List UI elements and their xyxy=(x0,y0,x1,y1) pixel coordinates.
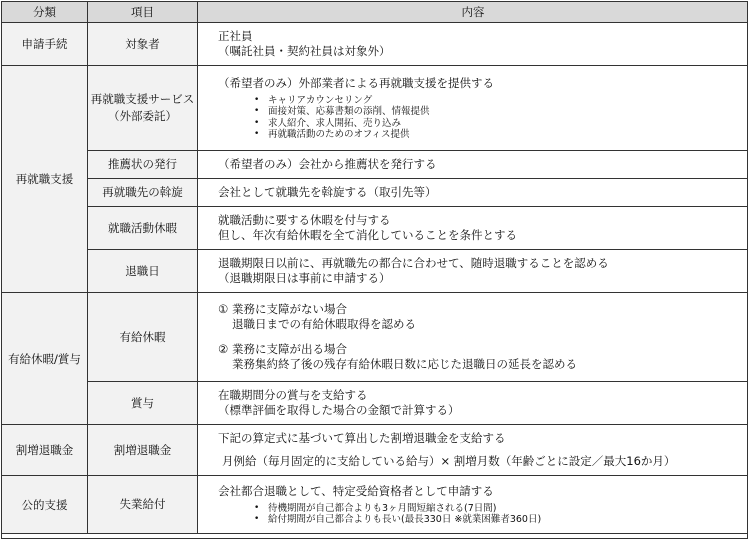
table-row xyxy=(2,151,749,179)
policy-table-sheet xyxy=(1,1,748,539)
content-jobhunting-leave xyxy=(198,207,749,250)
content-line: 正社員 xyxy=(218,29,253,43)
content-line: （嘱託社員・契約社員は対象外） xyxy=(218,44,391,58)
content-line: （退職期限日は事前に申請する） xyxy=(218,271,391,285)
list-item: • 給付期間が自己都合よりも長い(最長330日 ※就業困難者360日) xyxy=(258,514,748,526)
list-item: • 再就職活動のためのオフィス提供 xyxy=(258,129,748,141)
list-item: • 面接対策、応募書類の添削、情報提供 xyxy=(258,106,748,118)
content-recommendation xyxy=(198,151,749,179)
content-line: ① 業務に支障がない場合 xyxy=(218,302,347,316)
content-unemployment-benefit xyxy=(198,476,749,534)
category-reemployment: 再就職支援 xyxy=(2,66,88,293)
content-retirement-date xyxy=(198,250,749,293)
content-line: 在職期間分の賞与を支給する xyxy=(218,388,368,402)
table-row xyxy=(2,293,749,382)
category-severance: 割増退職金 xyxy=(2,425,88,476)
content-line: 退職期限日以前に、再就職先の都合に合わせて、随時退職することを認める xyxy=(218,256,609,270)
item-recommendation: 推薦状の発行 xyxy=(88,151,198,179)
content-line: （標準評価を取得した場合の金額で計算する） xyxy=(218,403,460,417)
content-line: 退職日までの有給休暇取得を認める xyxy=(232,317,416,331)
category-paid-leave-bonus: 有給休暇/賞与 xyxy=(2,293,88,425)
table-row xyxy=(2,476,749,534)
item-unemployment-benefit: 失業給付 xyxy=(88,476,198,534)
content-line: 会社として就職先を斡旋する（取引先等） xyxy=(218,185,437,199)
severance-formula: 月例給（毎月固定的に支給している給与）× 割増月数（年齢ごとに設定／最大16か月） xyxy=(222,454,676,468)
table-row xyxy=(2,66,749,151)
item-jobhunting-leave: 就職活動休暇 xyxy=(88,207,198,250)
content-reemployment-service xyxy=(198,66,749,151)
header-row xyxy=(2,2,749,23)
item-placement: 再就職先の斡旋 xyxy=(88,179,198,207)
benefit-bullet-list xyxy=(258,503,748,526)
item-paid-leave: 有給休暇 xyxy=(88,293,198,382)
content-line: 就職活動に要する休暇を付与する xyxy=(218,213,391,227)
content-line: （希望者のみ）外部業者による再就職支援を提供する xyxy=(218,75,494,90)
table-row xyxy=(2,179,749,207)
header-content: 内容 xyxy=(198,2,749,23)
content-line: 業務集約終了後の残存有給休暇日数に応じた退職日の延長を認める xyxy=(232,357,577,371)
content-line: （希望者のみ）会社から推薦状を発行する xyxy=(218,157,437,171)
header-category: 分類 xyxy=(2,2,88,23)
list-item: • キャリアカウンセリング xyxy=(258,95,748,107)
spacer xyxy=(218,332,748,342)
item-line: 再就職支援サービス xyxy=(90,92,195,106)
item-line: （外部委託） xyxy=(108,109,177,123)
category-public-support: 公的支援 xyxy=(2,476,88,534)
item-eligible: 対象者 xyxy=(88,23,198,66)
content-line: 但し、年次有給休暇を全て消化していることを条件とする xyxy=(218,228,517,242)
content-line: ② 業務に支障が出る場合 xyxy=(218,342,347,356)
header-item: 項目 xyxy=(88,2,198,23)
table-row xyxy=(2,23,749,66)
policy-table xyxy=(1,1,748,534)
content-bonus xyxy=(198,382,749,425)
content-severance xyxy=(198,425,749,476)
category-application: 申請手続 xyxy=(2,23,88,66)
content-line: 下記の算定式に基づいて算出した割増退職金を支給する xyxy=(218,431,506,445)
table-row xyxy=(2,382,749,425)
item-severance: 割増退職金 xyxy=(88,425,198,476)
table-row xyxy=(2,207,749,250)
item-reemployment-service xyxy=(88,66,198,151)
table-row xyxy=(2,425,749,476)
service-bullet-list xyxy=(258,95,748,141)
table-row xyxy=(2,250,749,293)
content-paid-leave xyxy=(198,293,749,382)
content-line: 会社都合退職として、特定受給資格者として申請する xyxy=(218,483,494,498)
item-retirement-date: 退職日 xyxy=(88,250,198,293)
list-item: • 待機期間が自己都合よりも3ヶ月間短縮される(7日間) xyxy=(258,503,748,515)
content-eligible xyxy=(198,23,749,66)
item-bonus: 賞与 xyxy=(88,382,198,425)
list-item: • 求人紹介、求人開拓、売り込み xyxy=(258,118,748,130)
content-placement xyxy=(198,179,749,207)
